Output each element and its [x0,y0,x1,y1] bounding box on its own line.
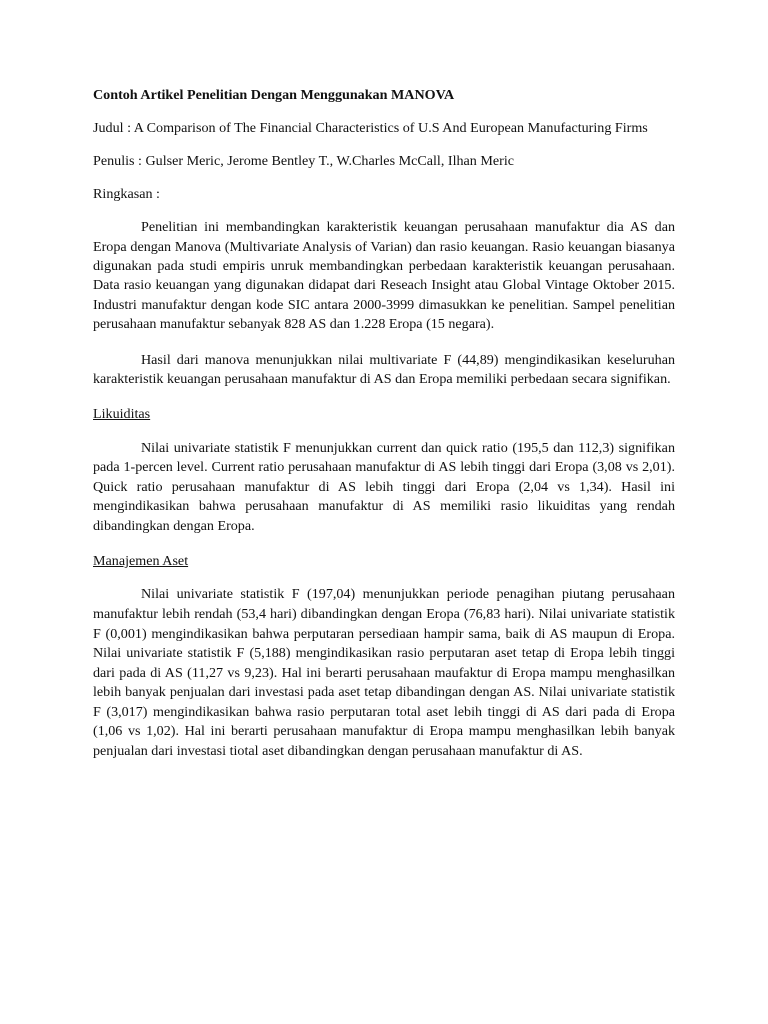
section-heading-likuiditas: Likuiditas [93,406,151,423]
judul-line: Judul : A Comparison of The Financial Characteristics of U.S And European Manufacturing Firms [93,120,648,137]
ringkasan-label: Ringkasan : [93,185,160,202]
ringkasan-paragraph-2: Hasil dari manova menunjukkan nilai multivariate F (44,89) mengindikasikan keseluruhan karakteristik keuangan perusahaan manufaktur di AS dan Eropa memiliki perbedaan secara signifikan. [93,351,675,388]
section-paragraph-likuiditas: Nilai univariate statistik F menunjukkan current dan quick ratio (195,5 dan 112,3) signifikan pada 1-percen level. Current ratio perusahaan manufaktur di AS lebih tinggi dari Eropa (3,08 vs 2,01). Quick ratio perusahaan manufaktur di AS lebih tinggi dari Eropa (2,04 vs 1,34). Hasil ini mengindikasikan bahwa perusahaan manufaktur di AS memiliki rasio likuiditas yang rendah dibandingkan dengan Eropa. [93,439,675,534]
penulis-line: Penulis : Gulser Meric, Jerome Bentley T., W.Charles McCall, Ilhan Meric [93,153,515,170]
document-title: Contoh Artikel Penelitian Dengan Menggunakan MANOVA [93,87,455,103]
document-page [93,86,675,778]
ringkasan-paragraph-1: Penelitian ini membandingkan karakteristik keuangan perusahaan manufaktur dia AS dan Eropa dengan Manova (Multivariate Analysis of Varian) dan rasio keuangan. Rasio keuangan biasanya digunakan pada studi empiris unruk membandingkan perbedaan karakteristik keuangan perusahaan. Data rasio keuangan yang digunakan didapat dari Reseach Insight atau Global Vintage Oktober 2015. Industri manufaktur dengan kode SIC antara 2000-3999 dimasukkan ke penelitian. Sampel penelitian perusahaan manufaktur sebanyak 828 AS dan 1.228 Eropa (15 negara). [93,219,675,333]
section-paragraph-manajemen-aset: Nilai univariate statistik F (197,04) menunjukkan periode penagihan piutang perusahaan manufaktur lebih rendah (53,4 hari) dibandingkan dengan Eropa (76,83 hari). Nilai univariate statistik F (0,001) mengindikasikan bahwa perputaran persediaan hampir sama, baik di AS maupun di Eropa. Nilai univariate statistik F (5,188) mengindikasikan rasio perputaran aset tetap di Eropa lebih tinggi dari pada di AS (11,27 vs 9,23). Hal ini berarti perusahaan maufaktur di Eropa mampu menghasilkan lebih banyak penjualan dari investasi pada aset tetap dibandingan dengan AS. Nilai univariate statistik F (3,017) mengindikasikan bahwa rasio perputaran total aset lebih tinggi di AS dari pada di Eropa (1,06 vs 1,02). Hal ini berarti perusahaan manufaktur di Eropa mampu menghasilkan lebih banyak penjualan dari investasi tiotal aset dibandingkan dengan perusahaan manufaktur di AS. [93,586,675,760]
section-heading-manajemen-aset: Manajemen Aset [93,552,189,569]
